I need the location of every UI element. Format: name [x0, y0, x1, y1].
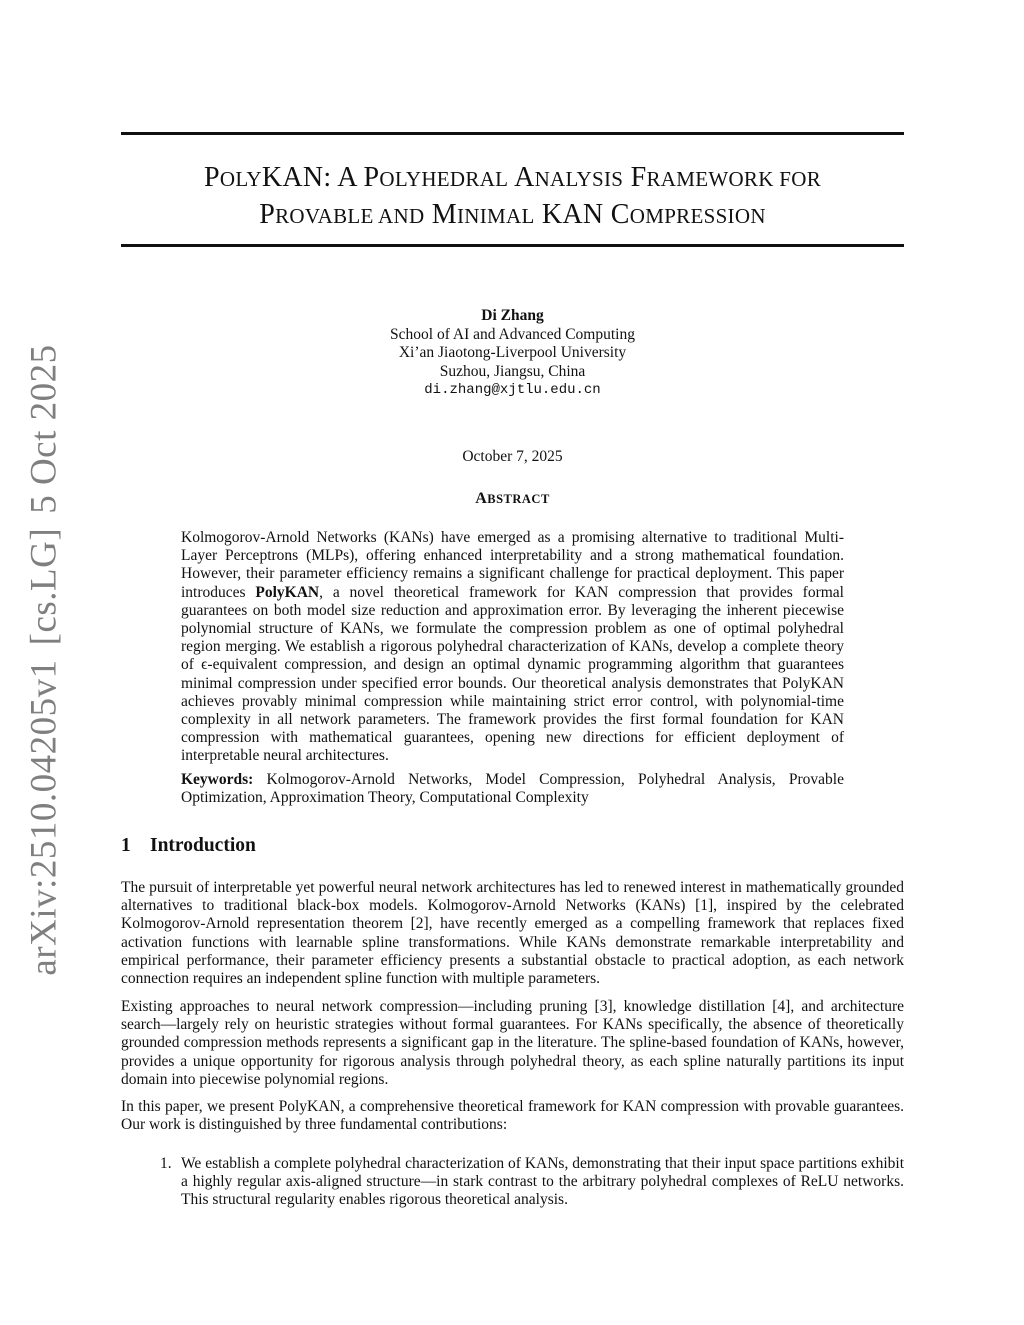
author-name: Di Zhang — [481, 307, 544, 324]
keywords-label: Keywords: — [181, 771, 254, 788]
arxiv-identifier-stamp — [23, 344, 66, 975]
section-number: 1 — [121, 835, 131, 856]
arxiv-category: [cs.LG] — [23, 527, 65, 646]
title-line-2: PROVABLE AND MINIMAL KAN COMPRESSION — [259, 199, 766, 230]
arxiv-date: 5 Oct 2025 — [23, 344, 65, 514]
title-top-rule — [121, 132, 904, 135]
author-affiliation-university: Xi’an Jiaotong-Liverpool University — [398, 344, 627, 361]
arxiv-id: arXiv:2510.04205v1 — [23, 659, 65, 976]
paper-date: October 7, 2025 — [462, 448, 563, 465]
intro-paragraph-2: Existing approaches to neural network compression—including pruning [3], knowledge distillation [4], and architecture search—largely rely on heuristic strategies without formal guarantees. For KANs specifically, the absence of theoretically grounded compression methods represents a significant gap in the literature. The spline-based foundation of KANs, however, provides a unique opportunity for rigorous analysis through polyhedral theory, as each spline naturally partitions its input domain into piecewise polynomial regions. — [121, 998, 904, 1088]
paper-title — [121, 160, 904, 234]
author-email: di.zhang@xjtlu.edu.cn — [424, 382, 601, 398]
section-title: Introduction — [150, 835, 256, 856]
list-item-text: We establish a complete polyhedral characterization of KANs, demonstrating that their input space partitions exhibit a highly regular axis-aligned structure—in stark contrast to the arbitrary polyhedral complexes of ReLU networks. This structural regularity enables rigorous theoretical analysis. — [181, 1155, 904, 1209]
abstract-text: Kolmogorov-Arnold Networks (KANs) have emerged as a promising alternative to traditional Multi-Layer Perceptrons (MLPs), offering enhanced interpretability and a strong mathematical foundation. However, their parameter efficiency remains a significant challenge for practical deployment. This paper introduces PolyKAN, a novel theoretical framework for KAN compression that provides formal guarantees on both model size reduction and approximation error. By leveraging the inherent piecewise polynomial structure of KANs, we formulate the compression problem as one of optimal polyhedral region merging. We establish a rigorous polyhedral characterization of KANs, develop a complete theory of ϵ-equivalent compression, and design an optimal dynamic programming algorithm that guarantees minimal compression under specified error bounds. Our theoretical analysis demonstrates that PolyKAN achieves provably minimal compression while maintaining strict error control, with polynomial-time complexity in all network parameters. The framework provides the first formal foundation for KAN compression with mathematical guarantees, opening new directions for efficient deployment of interpretable neural architectures. — [181, 529, 844, 765]
keywords — [181, 771, 844, 807]
title-line-1: POLYKAN: A POLYHEDRAL ANALYSIS FRAMEWORK FOR — [203, 162, 822, 193]
abstract-bold-term: PolyKAN — [255, 583, 320, 601]
list-item-number: 1. — [160, 1155, 172, 1172]
author-block — [121, 307, 904, 400]
intro-paragraph-3: In this paper, we present PolyKAN, a comprehensive theoretical framework for KAN compression with provable guarantees. Our work is distinguished by three fundamental contributions: — [121, 1098, 904, 1134]
intro-paragraph-1: The pursuit of interpretable yet powerful neural network architectures has led to renewed interest in mathematically grounded alternatives to traditional black-box models. Kolmogorov-Arnold Networks (KANs) [1], inspired by the celebrated Kolmogorov-Arnold representation theorem [2], have recently emerged as a compelling framework that replaces fixed activation functions with learnable spline transformations. While KANs demonstrate remarkable interpretability and empirical performance, their parameter efficiency presents a substantial obstacle to practical adoption, as each network connection requires an independent spline function with multiple parameters. — [121, 879, 904, 988]
abstract-heading: ABSTRACT — [475, 490, 550, 507]
title-bottom-rule — [121, 244, 904, 247]
author-affiliation-school: School of AI and Advanced Computing — [390, 325, 635, 343]
section-heading-introduction — [121, 835, 256, 857]
contributions-list — [160, 1155, 904, 1210]
list-item — [160, 1155, 904, 1210]
author-affiliation-location: Suzhou, Jiangsu, China — [439, 362, 586, 380]
keywords-text: Kolmogorov-Arnold Networks, Model Compression, Polyhedral Analysis, Provable Optimization, Approximation Theory, Computational Complexity — [181, 771, 844, 807]
